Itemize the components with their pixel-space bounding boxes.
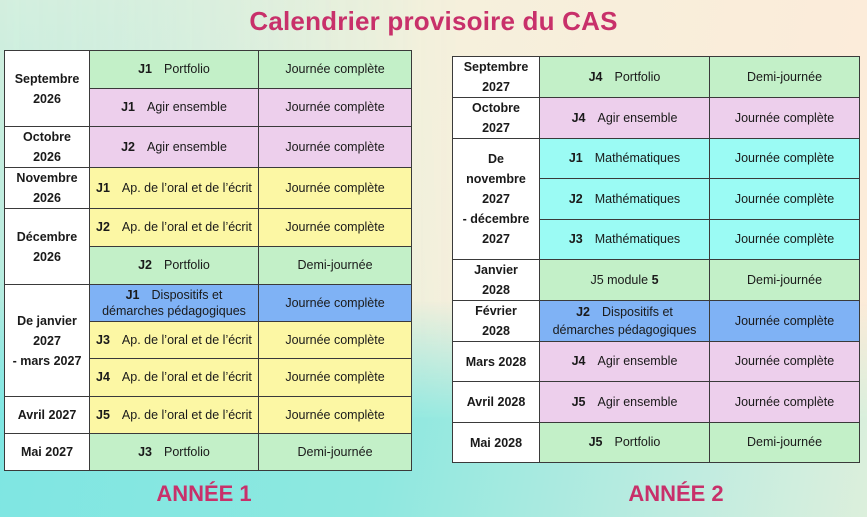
session-code: J3 — [138, 444, 153, 459]
month-cell: Mai 2028 — [453, 423, 540, 463]
month-cell — [5, 285, 90, 397]
duration-cell: Journée complète — [259, 359, 412, 397]
month-cell — [453, 98, 540, 139]
month-label: Février — [475, 304, 517, 318]
table-row — [453, 139, 860, 179]
duration-cell: Journée complète — [259, 168, 412, 209]
module-name: Portfolio — [164, 62, 210, 76]
month-label-2: novembre — [466, 172, 526, 186]
table-row — [5, 397, 412, 434]
module-cell — [90, 359, 259, 397]
month-cell — [453, 57, 540, 98]
month-cell — [453, 260, 540, 301]
module-name: Agir ensemble — [147, 139, 227, 154]
month-cell — [453, 139, 540, 260]
month-label: Octobre — [23, 130, 71, 144]
month-year: 2028 — [482, 283, 510, 297]
month-cell — [453, 301, 540, 342]
session-code: J4 — [96, 370, 110, 384]
module-name: Dispositifs et — [151, 288, 223, 302]
module-cell — [540, 260, 710, 301]
month-cell — [5, 51, 90, 127]
duration-cell: Journée complète — [710, 98, 860, 139]
schedule-table-year-2 — [452, 56, 860, 463]
session-code: J2 — [138, 258, 153, 272]
module-name: Agir ensemble — [597, 354, 678, 368]
session-code: J5 — [588, 435, 603, 449]
month-label: Septembre — [463, 60, 529, 74]
month-label: De janvier — [17, 313, 77, 328]
session-code: J1 — [96, 180, 110, 195]
month-year: 2027 — [482, 192, 510, 206]
month-range-end-year: 2027 — [482, 232, 510, 246]
year-1-label: ANNÉE 1 — [156, 481, 252, 506]
table-row — [5, 434, 412, 471]
month-cell — [5, 127, 90, 168]
month-year: 2027 — [33, 333, 61, 348]
duration-cell: Journée complète — [259, 322, 412, 359]
month-year: 2027 — [482, 80, 510, 94]
session-code: J1 — [138, 62, 153, 76]
month-label: De — [488, 152, 504, 166]
month-label: Octobre — [472, 101, 520, 115]
session-code: J1 — [125, 288, 140, 302]
module-cell — [90, 127, 259, 168]
table-row — [5, 209, 412, 247]
module-cell — [90, 51, 259, 89]
session-code: J4 — [588, 69, 603, 84]
session-code: J2 — [568, 191, 583, 206]
module-cell — [90, 209, 259, 247]
session-code: J1 — [568, 151, 583, 165]
module-cell — [90, 397, 259, 434]
module-cell — [540, 179, 710, 220]
month-year: 2028 — [482, 324, 510, 338]
duration-cell: Journée complète — [259, 397, 412, 434]
table-row — [5, 168, 412, 209]
schedule-table-year-1 — [4, 50, 412, 471]
module-name: Portfolio — [164, 258, 210, 272]
duration-cell: Journée complète — [259, 51, 412, 89]
month-cell — [5, 168, 90, 209]
table-row — [453, 342, 860, 382]
module-cell — [540, 220, 710, 260]
module-cell — [540, 382, 710, 423]
module-cell — [540, 342, 710, 382]
duration-cell: Demi-journée — [259, 247, 412, 285]
module-name: Ap. de l’oral et de l’écrit — [121, 407, 252, 422]
month-year: 2026 — [33, 150, 61, 164]
session-code: J5 — [571, 394, 586, 409]
session-code: J4 — [571, 110, 586, 125]
table-row — [5, 51, 412, 89]
module-cell — [90, 247, 259, 285]
module-name: Ap. de l’oral et de l’écrit — [121, 332, 252, 347]
module-name-line2: démarches pédagogiques — [552, 323, 697, 337]
month-year: 2027 — [482, 121, 510, 135]
module-name: J5 module — [590, 272, 649, 287]
table-row — [453, 382, 860, 423]
module-name: Portfolio — [614, 69, 661, 84]
year-2-label: ANNÉE 2 — [628, 481, 724, 506]
session-code: J1 — [121, 100, 135, 114]
page-title: Calendrier provisoire du CAS — [249, 6, 618, 36]
duration-cell: Journée complète — [710, 179, 860, 220]
table-row — [453, 423, 860, 463]
session-code: J3 — [96, 332, 110, 347]
table-row — [453, 98, 860, 139]
month-cell: Avril 2028 — [453, 382, 540, 423]
session-code: J5 — [96, 407, 110, 422]
module-name: Mathématiques — [594, 191, 681, 206]
module-name: Agir ensemble — [597, 110, 678, 125]
module-cell — [540, 139, 710, 179]
module-cell — [90, 434, 259, 471]
module-cell — [90, 89, 259, 127]
duration-cell: Journée complète — [259, 209, 412, 247]
duration-cell: Demi-journée — [710, 57, 860, 98]
duration-cell: Journée complète — [259, 285, 412, 322]
month-label: Décembre — [16, 229, 78, 244]
module-name-line2: démarches pédagogiques — [102, 304, 246, 318]
table-row — [453, 57, 860, 98]
duration-cell: Journée complète — [710, 301, 860, 342]
table-row — [5, 285, 412, 322]
month-cell: Mai 2027 — [5, 434, 90, 471]
module-name: Mathématiques — [594, 151, 681, 165]
session-code: J2 — [121, 139, 135, 154]
duration-cell: Journée complète — [710, 220, 860, 260]
module-name: Mathématiques — [594, 232, 681, 246]
module-name: Ap. de l’oral et de l’écrit — [121, 180, 252, 195]
duration-cell: Journée complète — [710, 342, 860, 382]
month-label: Novembre — [16, 171, 78, 185]
duration-cell: Journée complète — [710, 139, 860, 179]
module-number: 5 — [651, 272, 659, 287]
session-code: J4 — [571, 354, 586, 368]
duration-cell: Demi-journée — [259, 434, 412, 471]
module-name: Portfolio — [164, 444, 210, 459]
month-label: Janvier — [474, 263, 518, 277]
month-year: 2026 — [33, 249, 61, 264]
duration-cell: Journée complète — [710, 382, 860, 423]
module-cell — [540, 423, 710, 463]
month-label: Septembre — [14, 71, 80, 86]
module-name: Ap. de l’oral et de l’écrit — [121, 220, 252, 234]
month-cell: Mars 2028 — [453, 342, 540, 382]
month-cell: Avril 2027 — [5, 397, 90, 434]
duration-cell: Journée complète — [259, 127, 412, 168]
duration-cell: Demi-journée — [710, 260, 860, 301]
duration-cell: Demi-journée — [710, 423, 860, 463]
table-row — [5, 127, 412, 168]
table-row — [453, 301, 860, 342]
module-name: Ap. de l’oral et de l’écrit — [121, 370, 252, 384]
module-cell — [90, 168, 259, 209]
month-year: 2026 — [33, 191, 61, 205]
module-name: Agir ensemble — [147, 100, 227, 114]
module-name: Portfolio — [614, 435, 661, 449]
month-range-end: - mars 2027 — [12, 353, 82, 368]
module-cell — [540, 98, 710, 139]
table-row — [453, 260, 860, 301]
module-name: Dispositifs et — [602, 305, 673, 319]
duration-cell: Journée complète — [259, 89, 412, 127]
session-code: J3 — [568, 232, 583, 246]
session-code: J2 — [576, 305, 591, 319]
month-cell — [5, 209, 90, 285]
month-range-end: - décembre — [462, 212, 530, 226]
module-cell — [90, 285, 259, 322]
module-cell — [540, 301, 710, 342]
module-cell — [540, 57, 710, 98]
module-cell — [90, 322, 259, 359]
session-code: J2 — [96, 220, 110, 234]
month-year: 2026 — [33, 91, 61, 106]
module-name: Agir ensemble — [597, 394, 678, 409]
